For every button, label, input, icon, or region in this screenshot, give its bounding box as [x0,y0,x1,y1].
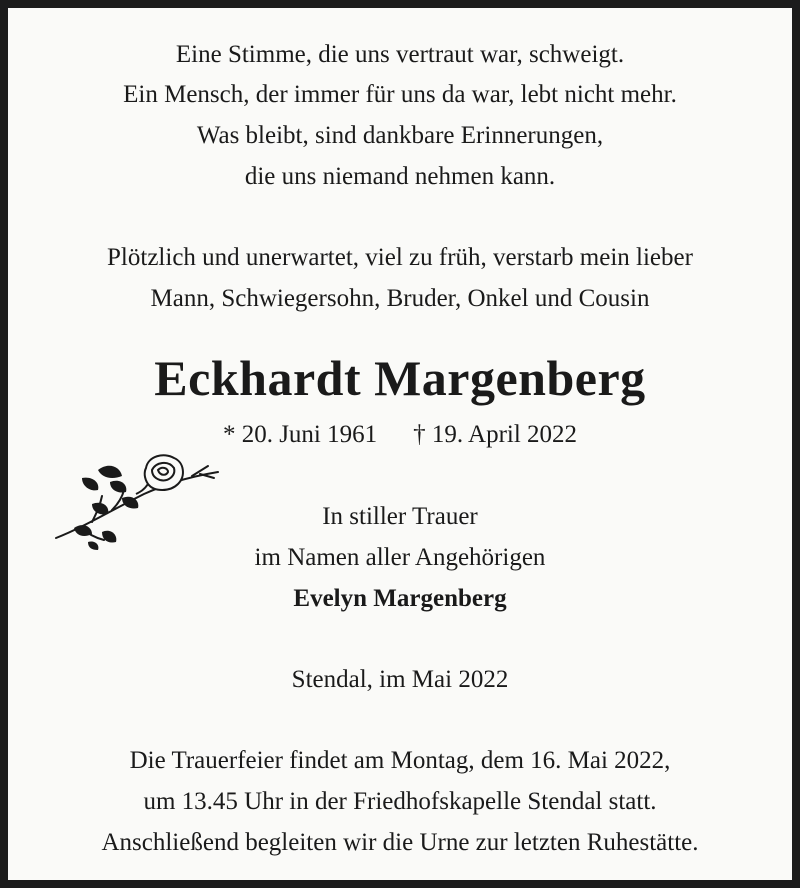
poem-line-4: die uns niemand nehmen kann. [244,163,556,190]
service-line-2: um 13.45 Uhr in der Friedhofskapelle Stendal statt. [143,788,657,815]
deceased-name: Eckhardt Margenberg [154,350,646,406]
poem-line-1: Eine Stimme, die uns vertraut war, schweigt. [175,41,625,68]
life-dates [16,420,784,450]
death-date: † 19. April 2022 [413,421,578,448]
poem-line-2: Ein Mensch, der immer für uns da war, lebt nicht mehr. [123,81,677,108]
place-date: Stendal, im Mai 2022 [291,666,509,693]
service-line-1: Die Trauerfeier findet am Montag, dem 16. Mai 2022, [129,747,671,774]
birth-date: * 20. Juni 1961 [222,421,378,448]
mourners-line-2: im Namen aller Angehörigen [254,544,546,571]
poem-line-3: Was bleibt, sind dankbare Erinnerungen, [196,122,604,149]
service-line-3: Anschließend begleiten wir die Urne zur letzten Ruhestätte. [101,829,699,856]
rose-icon [52,448,224,552]
announcement-line-2: Mann, Schwiegersohn, Bruder, Onkel und Cousin [150,285,650,312]
mourners-line-1: In stiller Trauer [322,503,478,530]
announcement-line-1: Plötzlich und unerwartet, viel zu früh, verstarb mein lieber [107,244,693,271]
mourner-name: Evelyn Margenberg [293,585,507,612]
